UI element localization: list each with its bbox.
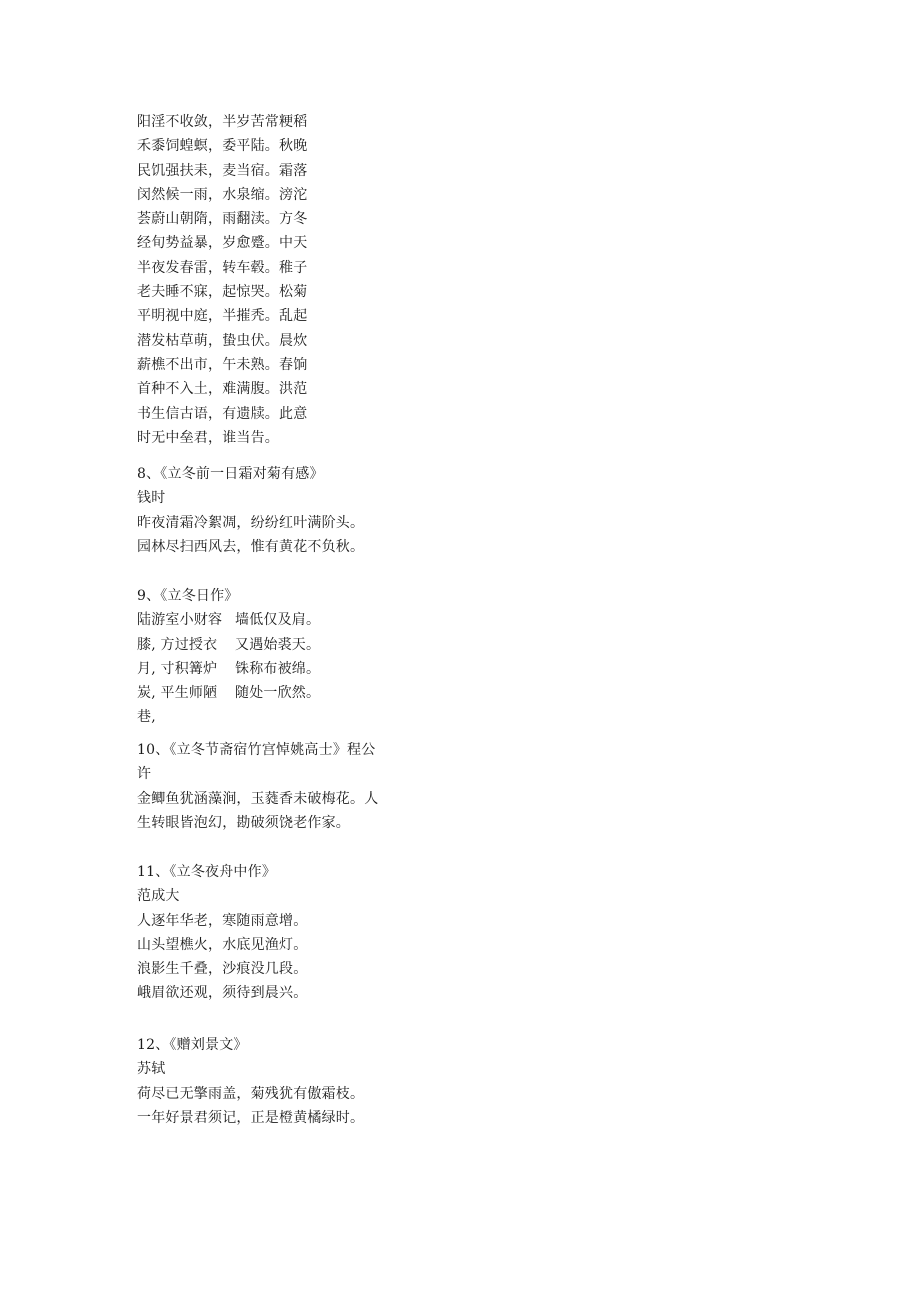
poem-line: 时无中垒君，谁当告。 — [137, 429, 279, 446]
poem-row-left: 炭, 平生师陋 — [137, 685, 218, 702]
poem-row-right: 墙低仅及肩。 — [235, 612, 321, 629]
poem-row-left: 月, 寸积篝炉 — [137, 660, 218, 677]
poem-title: 10、《立冬节斋宿竹宫悼姚高士》程公 — [137, 742, 376, 758]
poem-row — [137, 681, 407, 705]
poem-line: 书生信古语，有遗牍。此意 — [137, 405, 308, 422]
poem-row-right: 铢称布被绵。 — [235, 660, 321, 677]
poem-line: 平明视中庭，半摧秃。乱起 — [137, 308, 308, 325]
poem-row-right: 随处一欣然。 — [235, 685, 321, 702]
poem-line: 荟蔚山朝隋，雨翻渎。方冬 — [137, 211, 308, 228]
poem-7-block — [137, 110, 407, 450]
poem-line: 闵然候一雨，水泉缩。滂沱 — [137, 186, 308, 203]
poem-11-block — [137, 860, 407, 1006]
poem-title: 12、《赠刘景文》 — [137, 1037, 248, 1053]
poem-line: 金鲫鱼犹涵藻涧，玉蕤香未破梅花。人 — [137, 790, 379, 807]
poem-line: 昨夜清霜冷絮凋，纷纷红叶满阶头。 — [137, 514, 365, 531]
poem-title: 9、《立冬日作》 — [137, 588, 239, 604]
poem-line: 荷尽已无擎雨盖，菊残犹有傲霜枝。 — [137, 1085, 365, 1102]
poem-title: 11、《立冬夜舟中作》 — [137, 864, 277, 880]
poem-line: 潜发枯草萌，蛰虫伏。晨炊 — [137, 332, 308, 349]
poem-line: 民饥强扶耒，麦当宿。霜落 — [137, 162, 308, 179]
poem-line: 老夫睡不寐，起惊哭。松菊 — [137, 284, 308, 301]
poem-12-block — [137, 1033, 407, 1130]
poem-line: 浪影生千叠，沙痕没几段。 — [137, 961, 308, 978]
poem-8-block — [137, 462, 407, 559]
poem-line: 巷, — [137, 709, 156, 726]
poem-row-left: 陆游室小财容 — [137, 612, 223, 629]
poem-line: 峨眉欲还观，须待到晨兴。 — [137, 985, 308, 1002]
poem-line: 山头望樵火，水底见渔灯。 — [137, 936, 308, 953]
poem-line: 人逐年华老，寒随雨意增。 — [137, 912, 308, 929]
poem-row-right: 又遇始裘天。 — [235, 636, 321, 653]
poem-row — [137, 657, 407, 681]
poem-author: 范成大 — [137, 888, 180, 905]
poem-row-left: 膝, 方过授衣 — [137, 636, 218, 653]
poem-line: 生转眼皆泡幻，勘破须饶老作家。 — [137, 814, 350, 831]
poem-line: 薪樵不出市，午未熟。春饷 — [137, 356, 308, 373]
poem-line: 经旬势益暴，岁愈蹙。中天 — [137, 235, 308, 252]
poem-line: 首种不入土，难满腹。洪范 — [137, 381, 308, 398]
poem-line: 禾黍饲蝗螟，委平陆。秋晚 — [137, 138, 308, 155]
poem-title-continuation: 许 — [137, 766, 152, 783]
poem-line: 园林尽扫西风去，惟有黄花不负秋。 — [137, 538, 365, 555]
poem-title: 8、《立冬前一日霜对菊有感》 — [137, 466, 324, 482]
poem-row — [137, 608, 407, 632]
poem-line: 半夜发春雷，转车毂。稚子 — [137, 259, 308, 276]
poem-author: 钱时 — [137, 490, 166, 507]
poem-10-block — [137, 738, 437, 835]
poem-9-block — [137, 584, 407, 730]
poem-row — [137, 633, 407, 657]
poem-line: 阳淫不收敛，半岁苦常粳稻 — [137, 114, 308, 130]
poem-line: 一年好景君须记，正是橙黄橘绿时。 — [137, 1109, 365, 1126]
poem-author: 苏轼 — [137, 1061, 166, 1078]
